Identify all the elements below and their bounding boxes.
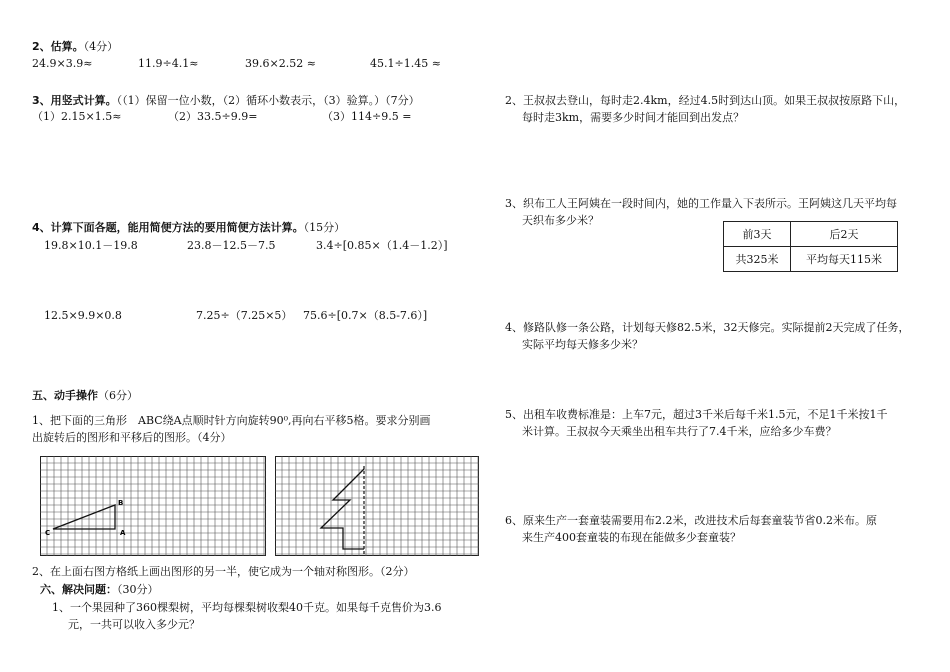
triangle-abc [53, 505, 115, 529]
estimate-item-1: 24.9×3.9≈ [32, 57, 93, 70]
grid-symmetry [275, 456, 479, 556]
grid-triangle-abc [40, 456, 266, 556]
table-header-last2: 后2天 [791, 222, 898, 247]
vertical-item-3: （3）114÷9.5 = [322, 110, 412, 123]
calc-item-2: 23.8－12.5－7.5 [187, 239, 276, 252]
section-6-score: （30分） [117, 583, 159, 596]
section-4-heading [32, 221, 345, 235]
vertex-label-a: A [120, 529, 126, 537]
section-2-heading [32, 40, 118, 54]
problem-6-line1: 6、原来生产一套童装需要用布2.2米，改进技术后每套童装节省0.2米布。原 [505, 514, 877, 527]
problem-4-line1: 4、修路队修一条公路，计划每天修82.5米，32天修完。实际提前2天完成了任务， [505, 321, 910, 334]
table-header-first3: 前3天 [724, 222, 791, 247]
work-table [723, 221, 898, 272]
calc-item-6: 75.6÷[0.7×（8.5-7.6）] [303, 309, 428, 322]
calc-item-4: 12.5×9.9×0.8 [44, 309, 122, 322]
table-row [724, 222, 898, 247]
problem-5-line2: 米计算。王叔叔今天乘坐出租车共行了7.4千米，应给多少车费？ [522, 425, 837, 438]
problem-1-line2: 元，一共可以收入多少元？ [68, 618, 200, 631]
table-value-last2: 平均每天115米 [791, 247, 898, 272]
section-3-title: 3、用竖式计算。 [32, 94, 117, 107]
estimate-item-4: 45.1÷1.45 ≈ [370, 57, 441, 70]
operation-q1-line2: 出旋转后的图形和平移后的图形。（4分） [32, 431, 232, 444]
operation-q2: 2、在上面右图方格纸上画出图形的另一半，使它成为一个轴对称图形。（2分） [32, 565, 415, 578]
estimate-item-3: 39.6×2.52 ≈ [245, 57, 316, 70]
problem-3-line1: 3、织布工人王阿姨在一段时间内，她的工作量入下表所示。王阿姨这几天平均每 [505, 197, 897, 210]
vertical-item-2: （2）33.5÷9.9= [168, 110, 258, 123]
section-5-title: 五、动手操作 [32, 389, 98, 402]
section-4-score: （15分） [303, 221, 346, 234]
section-5-score: （6分） [98, 389, 138, 402]
problem-4-line2: 实际平均每天修多少米？ [522, 338, 643, 351]
calc-item-3: 3.4÷[0.85×（1.4－1.2）] [316, 239, 448, 252]
vertical-item-1: （1）2.15×1.5≈ [32, 110, 122, 123]
estimate-item-2: 11.9÷4.1≈ [138, 57, 199, 70]
problem-6-line2: 来生产400套童装的布现在能做多少套童装？ [522, 531, 741, 544]
half-figure [321, 469, 364, 549]
table-row [724, 247, 898, 272]
vertex-label-c: C [45, 529, 51, 537]
section-3-heading [32, 94, 420, 108]
operation-q1-line1: 1、把下面的三角形 ABC绕A点顺时针方向旋转90⁰,再向右平移5格。要求分别画 [32, 414, 431, 427]
problem-5-line1: 5、出租车收费标准是：上车7元，超过3千米后每千米1.5元，不足1千米按1千 [505, 408, 888, 421]
section-4-title: 4、计算下面各题，能用简便方法的要用简便方法计算。 [32, 221, 304, 234]
section-6-heading [40, 583, 159, 597]
problem-1-line1: 1、一个果园种了360棵梨树，平均每棵梨树收梨40千克。如果每千克售价为3.6 [52, 601, 442, 614]
vertex-label-b: B [118, 499, 124, 507]
section-5-heading [32, 389, 138, 403]
section-2-score: （4分） [83, 40, 119, 53]
section-3-instructions: （（1）保留一位小数，（2）循环小数表示，（3）验算。）（7分） [116, 94, 420, 107]
section-6-title: 六、解决问题： [40, 583, 117, 596]
calc-item-5: 7.25÷（7.25×5） [196, 309, 293, 322]
problem-3-line2: 天织布多少米？ [522, 214, 599, 227]
calc-item-1: 19.8×10.1－19.8 [44, 239, 138, 252]
problem-2-line1: 2、王叔叔去登山，每时走2.4km，经过4.5时到达山顶。如果王叔叔按原路下山， [505, 94, 906, 107]
table-value-first3: 共325米 [724, 247, 791, 272]
section-2-title: 2、估算。 [32, 40, 84, 53]
problem-2-line2: 每时走3km，需要多少时间才能回到出发点？ [522, 111, 745, 124]
